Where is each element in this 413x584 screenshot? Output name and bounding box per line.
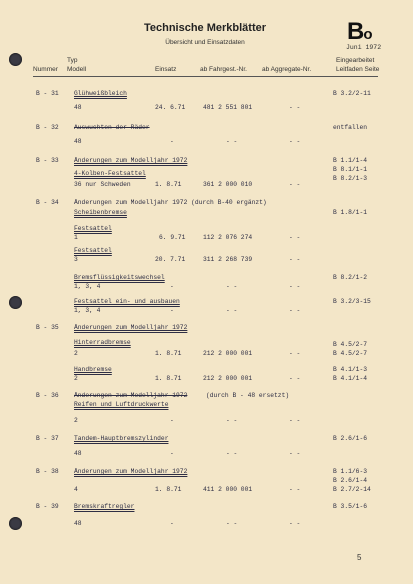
entry-title: Änderungen zum Modelljahr 1972 — [74, 324, 188, 331]
entry-fahrgest: 481 2 551 801 — [203, 104, 253, 111]
entry-einsatz: 1. 8.71 — [155, 375, 182, 382]
entry-fahrgest: 361 2 000 010 — [203, 181, 253, 188]
entry-aggregate: - - — [289, 256, 301, 263]
entry-einsatz: 1. 8.71 — [155, 350, 182, 357]
entry-einsatz: - — [170, 283, 174, 290]
page-title: Technische Merkblätter — [143, 22, 267, 34]
entry-number: B - 31 — [36, 90, 59, 97]
col-aggregate: ab Aggregate-Nr. — [262, 66, 312, 73]
entry-subtitle: Hinterradbremse — [74, 339, 131, 346]
entry-fahrgest: - - — [226, 307, 238, 314]
entry-subtitle: Bremsflüssigkeitswechsel — [74, 274, 165, 281]
entry-aggregate: - - — [289, 307, 301, 314]
col-einsatz: Einsatz — [155, 66, 177, 73]
entry-aggregate: - - — [289, 104, 301, 111]
entry-aggregate: - - — [289, 234, 301, 241]
entry-typ: 2 — [74, 375, 78, 382]
entry-title: Änderungen zum Modelljahr 1972 (durch B-40 ergänzt) — [74, 199, 267, 206]
entry-title: Änderungen zum Modelljahr 1972 — [74, 468, 188, 475]
entry-title-2: Scheibenbremse — [74, 209, 127, 216]
header-rule — [33, 76, 378, 77]
entry-typ: 2 — [74, 350, 78, 357]
entry-reference: B 3.5/1-6 — [333, 503, 368, 510]
entry-subtitle: Festsattel — [74, 225, 112, 232]
entry-reference: B 8.2/1-3 — [333, 175, 368, 182]
entry-reference: B 8.1/1-1 — [333, 166, 368, 173]
entry-subtitle: 4-Kolben-Festsattel — [74, 170, 146, 177]
entry-reference: B 4.5/2-7 — [333, 350, 368, 357]
entry-einsatz: 20. 7.71 — [155, 256, 186, 263]
entry-number: B - 34 — [36, 199, 59, 206]
section-code — [347, 20, 372, 47]
entry-aggregate: - - — [289, 486, 301, 493]
entry-einsatz: 6. 9.71 — [159, 234, 186, 241]
entry-number: B - 36 — [36, 392, 59, 399]
entry-typ: 48 — [74, 104, 82, 111]
entry-fahrgest: - - — [226, 283, 238, 290]
entry-aggregate: - - — [289, 283, 301, 290]
entry-title: Auswuchten der Räder — [74, 124, 150, 131]
col-nummer: Nummer — [33, 66, 58, 73]
entry-reference: B 2.6/1-6 — [333, 435, 368, 442]
punch-hole — [9, 296, 22, 309]
entry-fahrgest: - - — [226, 450, 238, 457]
entry-aggregate: - - — [289, 181, 301, 188]
entry-typ: 1 — [74, 234, 78, 241]
col-typ: Typ — [67, 57, 78, 64]
entry-einsatz: - — [170, 520, 174, 527]
entry-title: Änderungen zum Modelljahr 1972 — [74, 392, 188, 399]
punch-hole — [9, 517, 22, 530]
entry-subtitle: Festsattel — [74, 247, 112, 254]
entry-reference: B 2.7/2-14 — [333, 486, 371, 493]
entry-typ: 1, 3, 4 — [74, 283, 101, 290]
entry-title: Tandem-Hauptbremszylinder — [74, 435, 169, 442]
entry-fahrgest: - - — [226, 520, 238, 527]
entry-number: B - 32 — [36, 124, 59, 131]
issue-date: Juni 1972 — [346, 44, 382, 51]
col-fahrgest: ab Fahrgest.-Nr. — [200, 66, 247, 73]
entry-title: Änderungen zum Modelljahr 1972 — [74, 157, 188, 164]
entry-einsatz: - — [170, 417, 174, 424]
entry-einsatz: 1. 8.71 — [155, 486, 182, 493]
entry-typ: 36 nur Schweden — [74, 181, 131, 188]
entry-reference: B 4.5/2-7 — [333, 341, 368, 348]
entry-subtitle: Handbremse — [74, 366, 112, 373]
entry-reference: B 1.8/1-1 — [333, 209, 368, 216]
entry-fahrgest: 112 2 076 274 — [203, 234, 253, 241]
entry-aggregate: - - — [289, 417, 301, 424]
entry-number: B - 35 — [36, 324, 59, 331]
section-code-sub: o — [363, 26, 372, 43]
entry-number: B - 33 — [36, 157, 59, 164]
entry-typ: 1, 3, 4 — [74, 307, 101, 314]
entry-fahrgest: 311 2 268 739 — [203, 256, 253, 263]
entry-title: Glühweißbleich — [74, 90, 127, 97]
entry-aggregate: - - — [289, 450, 301, 457]
entry-reference: B 2.6/1-4 — [333, 477, 368, 484]
entry-fahrgest: - - — [226, 138, 238, 145]
page-number: 5 — [357, 553, 362, 562]
col-leitfaden: Leitfaden Seite — [336, 66, 380, 73]
entry-aggregate: - - — [289, 138, 301, 145]
entry-reference: B 3.2/2-11 — [333, 90, 371, 97]
entry-typ: 2 — [74, 417, 78, 424]
entry-fahrgest: - - — [226, 417, 238, 424]
entry-subtitle: Reifen und Luftdruckwerte — [74, 401, 169, 408]
entry-reference: B 4.1/1-4 — [333, 375, 368, 382]
entry-title-note: (durch B - 48 ersetzt) — [206, 392, 290, 399]
entry-fahrgest: 212 2 000 001 — [203, 375, 253, 382]
entry-aggregate: - - — [289, 520, 301, 527]
entry-number: B - 39 — [36, 503, 59, 510]
entry-number: B - 38 — [36, 468, 59, 475]
col-eingearbeitet: Eingearbeitet — [336, 57, 375, 64]
entry-reference: B 1.1/1-4 — [333, 157, 368, 164]
col-modell: Modell — [67, 66, 87, 73]
punch-hole — [9, 53, 22, 66]
page-subtitle: Übersicht und Einsatzdaten — [165, 39, 245, 46]
entry-reference: B 1.1/6-3 — [333, 468, 368, 475]
entry-typ: 3 — [74, 256, 78, 263]
entry-aggregate: - - — [289, 350, 301, 357]
section-code-letter: B — [347, 18, 364, 45]
entry-reference: B 4.1/1-3 — [333, 366, 368, 373]
entry-reference: B 8.2/1-2 — [333, 274, 368, 281]
entry-reference: B 3.2/3-15 — [333, 298, 371, 305]
entry-einsatz: - — [170, 450, 174, 457]
entry-subtitle: Festsattel ein- und ausbauen — [74, 298, 180, 305]
entry-aggregate: - - — [289, 375, 301, 382]
entry-fahrgest: 411 2 000 001 — [203, 486, 253, 493]
entry-einsatz: - — [170, 138, 174, 145]
entry-einsatz: 24. 6.71 — [155, 104, 186, 111]
entry-fahrgest: 212 2 000 001 — [203, 350, 253, 357]
entry-einsatz: 1. 8.71 — [155, 181, 182, 188]
entry-typ: 48 — [74, 138, 82, 145]
entry-typ: 48 — [74, 520, 82, 527]
entry-reference: entfallen — [333, 124, 368, 131]
entry-typ: 4 — [74, 486, 78, 493]
entry-number: B - 37 — [36, 435, 59, 442]
entry-einsatz: - — [170, 307, 174, 314]
entry-typ: 48 — [74, 450, 82, 457]
entry-title: Bremskraftregler — [74, 503, 135, 510]
